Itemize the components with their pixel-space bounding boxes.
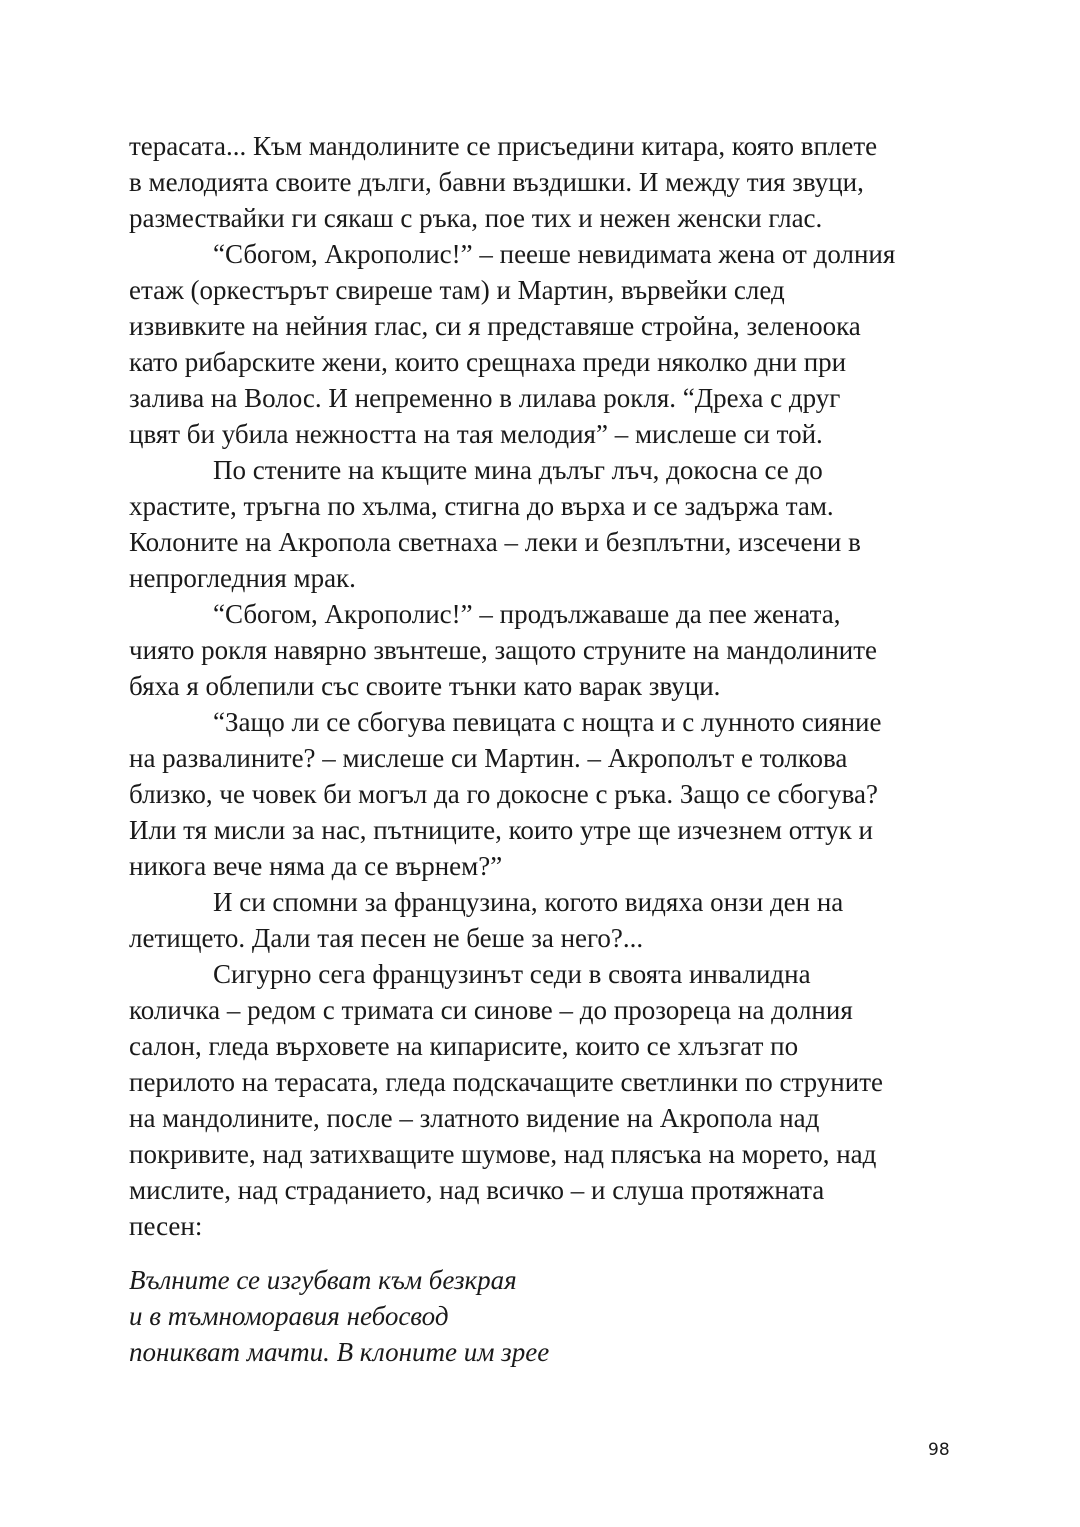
body-text — [129, 128, 959, 1370]
text-line: терасата... Към мандолините се присъедини китара, която вплете — [129, 131, 878, 161]
paragraph-start-line: И си спомни за французина, когото видяха онзи ден на — [213, 887, 844, 917]
text-line: бяха я облепили със своите тънки като варак звуци. — [129, 671, 721, 701]
page-number: 98 — [928, 1440, 950, 1460]
text-line: близко, че човек би могъл да го докосне с ръка. Защо се сбогува? — [129, 779, 878, 809]
paragraph-start-line: “Защо ли се сбогува певицата с нощта и с лунното сияние — [213, 707, 882, 737]
text-line: перилото на терасата, гледа подскачащите светлинки по струните — [129, 1067, 883, 1097]
text-line: непрогледния мрак. — [129, 563, 356, 593]
text-line: Колоните на Акропола светнаха – леки и безплътни, изсечени в — [129, 527, 861, 557]
text-line: размествайки ги сякаш с ръка, пое тих и нежен женски глас. — [129, 203, 823, 233]
poem-line: и в тъмноморавия небосвод — [129, 1301, 449, 1331]
poem-verse — [129, 1262, 959, 1370]
text-line: мислите, над страданието, над всичко – и слуша протяжната — [129, 1175, 825, 1205]
poem-line: поникват мачти. В клоните им зрее — [129, 1337, 550, 1367]
paragraph-start-line: “Сбогом, Акрополис!” – пееше невидимата жена от долния — [213, 239, 896, 269]
paragraph-start-line: “Сбогом, Акрополис!” – продължаваше да пее жената, — [213, 599, 841, 629]
text-line: летището. Дали тая песен не беше за него?... — [129, 923, 644, 953]
text-line: залива на Волос. И непременно в лилава рокля. “Дреха с друг — [129, 383, 841, 413]
text-line: храстите, тръгна по хълма, стигна до върха и се задържа там. — [129, 491, 834, 521]
poem-line: Вълните се изгубват към безкрая — [129, 1265, 517, 1295]
text-line: като рибарските жени, които срещнаха преди няколко дни при — [129, 347, 847, 377]
text-line: на развалините? – мислеше си Мартин. – Акрополът е толкова — [129, 743, 848, 773]
text-line: покривите, над затихващите шумове, над плясъка на морето, над — [129, 1139, 877, 1169]
text-line: песен: — [129, 1211, 203, 1241]
paragraph-start-line: Сигурно сега французинът седи в своята инвалидна — [213, 959, 811, 989]
text-line: Или тя мисли за нас, пътниците, които утре ще изчезнем оттук и — [129, 815, 873, 845]
text-line: количка – редом с тримата си синове – до прозореца на долния — [129, 995, 853, 1025]
text-line: в мелодията своите дълги, бавни въздишки. И между тия звуци, — [129, 167, 864, 197]
text-line: цвят би убила нежността на тая мелодия” – мислеше си той. — [129, 419, 823, 449]
paragraph-start-line: По стените на къщите мина дълъг лъч, докосна се до — [213, 455, 823, 485]
text-line: салон, гледа върховете на кипарисите, които се хлъзгат по — [129, 1031, 799, 1061]
text-line: етаж (оркестърът свиреше там) и Мартин, вървейки след — [129, 275, 785, 305]
text-line: на мандолините, после – златното видение на Акропола над — [129, 1103, 820, 1133]
text-line: извивките на нейния глас, си я представяше стройна, зеленоока — [129, 311, 861, 341]
text-line: чиято рокля навярно звънтеше, защото струните на мандолините — [129, 635, 878, 665]
text-line: никога вече няма да се върнем?” — [129, 851, 503, 881]
